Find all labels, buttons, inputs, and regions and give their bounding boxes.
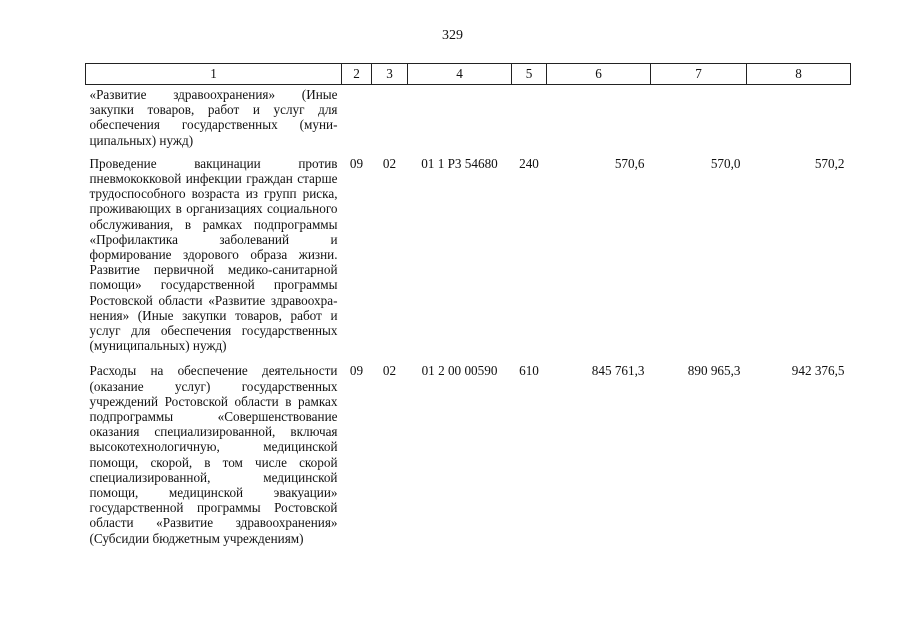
row-amount-2: 890 965,3 (687, 363, 741, 379)
table-row (86, 156, 851, 364)
column-header-7: 7 (651, 64, 747, 85)
row-amount-2: 570,0 (710, 155, 741, 171)
column-header-6: 6 (547, 64, 651, 85)
row-subsection: 02 (382, 363, 397, 379)
row-amount-1: 570,6 (614, 155, 645, 171)
column-header-4: 4 (408, 64, 512, 85)
row-description: Расходы на обеспечение деятельности (оказание услуг) государственных учреждений Ростовской области в рамках подпрограммы «Совершенствование оказания специализированной, включая высокотехнологичную, медицинской помощи, скорой, в том числе скорой специализированной, медицинской помощи, медицинской эвакуации» государственной программы Ростовской области «Развитие здравоохранения» (Субсидии бюджетным учреждениям) (89, 363, 338, 546)
row-expense-type: 240 (519, 155, 539, 171)
column-header-1: 1 (86, 64, 342, 85)
row-amount-2 (651, 85, 747, 156)
budget-table (85, 63, 851, 550)
row-amount-3: 570,2 (814, 155, 845, 171)
row-expense-type (512, 85, 547, 156)
row-section: 09 (349, 363, 364, 379)
row-expense-type: 610 (519, 363, 539, 379)
column-header-5: 5 (512, 64, 547, 85)
row-amount-1 (547, 85, 651, 156)
row-amount-3: 942 376,5 (791, 363, 845, 379)
row-target-article: 01 2 00 00590 (421, 363, 498, 379)
row-amount-3 (747, 85, 851, 156)
column-header-8: 8 (747, 64, 851, 85)
table-row (86, 363, 851, 549)
column-header-2: 2 (342, 64, 372, 85)
row-subsection: 02 (382, 155, 397, 171)
row-description: Проведение вакцинации против пневмококковой инфекции граждан старше трудоспособного возраста из групп риска, проживающих в организациях социального обслуживания, в рамках подпрограммы «Профилактика заболеваний и формирование здорового образа жизни. Развитие первичной медико-санитарной помощи» государственной программы Ростовской области «Развитие здравоохранения» (Иные закупки товаров, работ и услуг для обеспечения государственных (муниципальных) нужд) (89, 155, 338, 354)
table-header-row (86, 64, 851, 85)
row-target-article: 01 1 P3 54680 (421, 155, 498, 171)
row-target-article (408, 85, 512, 156)
row-amount-1: 845 761,3 (591, 363, 645, 379)
row-section: 09 (349, 155, 364, 171)
row-section (342, 85, 372, 156)
page-number: 329 (442, 28, 463, 43)
row-subsection (372, 85, 408, 156)
table-row (86, 85, 851, 156)
column-header-3: 3 (372, 64, 408, 85)
row-description: «Развитие здравоохранения» (Иные закупки товаров, работ и услуг для обеспечения государственных (муниципальных) нужд) (89, 87, 338, 148)
